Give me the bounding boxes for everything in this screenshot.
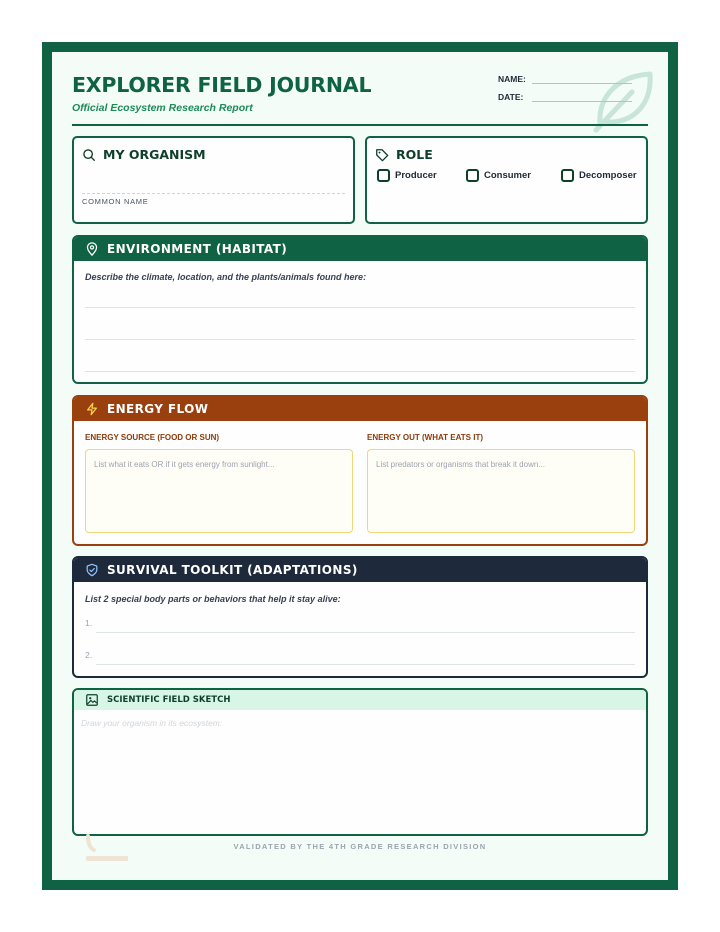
page-title: EXPLORER FIELD JOURNAL <box>72 73 372 97</box>
environment-write-line[interactable] <box>85 371 635 372</box>
journal-sheet <box>42 42 678 890</box>
role-option-consumer[interactable] <box>466 169 561 182</box>
organism-box[interactable] <box>72 136 355 224</box>
consumer-label: Consumer <box>484 170 531 181</box>
survival-prompt: List 2 special body parts or behaviors that help it stay alive: <box>85 594 341 604</box>
energy-out-label: ENERGY OUT (WHAT EATS IT) <box>367 433 483 442</box>
energy-flow-title: ENERGY FLOW <box>107 402 209 416</box>
adaptation-write-line-2[interactable] <box>96 664 635 665</box>
tag-icon <box>375 148 389 162</box>
energy-flow-header <box>74 397 646 421</box>
energy-source-box[interactable] <box>85 449 353 533</box>
environment-prompt: Describe the climate, location, and the plants/animals found here: <box>85 272 367 282</box>
adaptation-number-2: 2. <box>85 650 93 660</box>
environment-section <box>72 235 648 384</box>
role-options <box>377 169 637 182</box>
role-title-label: ROLE <box>396 147 433 162</box>
date-line[interactable] <box>532 92 632 102</box>
organism-title <box>82 147 206 162</box>
role-option-decomposer[interactable] <box>561 169 637 182</box>
adaptation-write-line-1[interactable] <box>96 632 635 633</box>
shield-check-icon <box>85 563 99 577</box>
name-line[interactable] <box>532 74 632 84</box>
survival-toolkit-title: SURVIVAL TOOLKIT (ADAPTATIONS) <box>107 563 358 577</box>
name-field[interactable] <box>498 74 632 84</box>
survival-toolkit-section <box>72 556 648 678</box>
organism-title-label: MY ORGANISM <box>103 147 206 162</box>
environment-header <box>74 237 646 261</box>
role-title <box>375 147 433 162</box>
footer-note: VALIDATED BY THE 4TH GRADE RESEARCH DIVISION <box>233 842 487 851</box>
decomposer-label: Decomposer <box>579 170 637 181</box>
energy-flow-section <box>72 395 648 546</box>
environment-write-line[interactable] <box>85 307 635 308</box>
date-label: DATE: <box>498 92 524 102</box>
lightning-icon <box>85 402 99 416</box>
field-sketch-section <box>72 688 648 836</box>
role-box <box>365 136 648 224</box>
name-label: NAME: <box>498 74 526 84</box>
organism-write-line[interactable] <box>82 193 345 194</box>
search-icon <box>82 148 96 162</box>
energy-out-placeholder: List predators or organisms that break it down... <box>376 460 545 469</box>
map-pin-icon <box>85 242 99 256</box>
decomposer-checkbox[interactable] <box>561 169 574 182</box>
environment-write-line[interactable] <box>85 339 635 340</box>
role-option-producer[interactable] <box>377 169 466 182</box>
survival-toolkit-header <box>74 558 646 582</box>
header-divider <box>72 124 648 126</box>
environment-title: ENVIRONMENT (HABITAT) <box>107 242 288 256</box>
field-sketch-header <box>74 690 646 710</box>
adaptation-number-1: 1. <box>85 618 93 628</box>
producer-checkbox[interactable] <box>377 169 390 182</box>
consumer-checkbox[interactable] <box>466 169 479 182</box>
energy-out-box[interactable] <box>367 449 635 533</box>
producer-label: Producer <box>395 170 437 181</box>
page-subtitle: Official Ecosystem Research Report <box>72 102 253 114</box>
sketch-drawing-area[interactable] <box>74 712 646 834</box>
image-icon <box>85 693 99 707</box>
field-sketch-placeholder: Draw your organism in its ecosystem: <box>81 718 223 728</box>
field-sketch-title: SCIENTIFIC FIELD SKETCH <box>107 695 231 705</box>
energy-source-label: ENERGY SOURCE (FOOD OR SUN) <box>85 433 220 442</box>
common-name-caption: COMMON NAME <box>82 197 149 206</box>
energy-source-placeholder: List what it eats OR if it gets energy from sunlight... <box>94 460 275 469</box>
date-field[interactable] <box>498 92 632 102</box>
